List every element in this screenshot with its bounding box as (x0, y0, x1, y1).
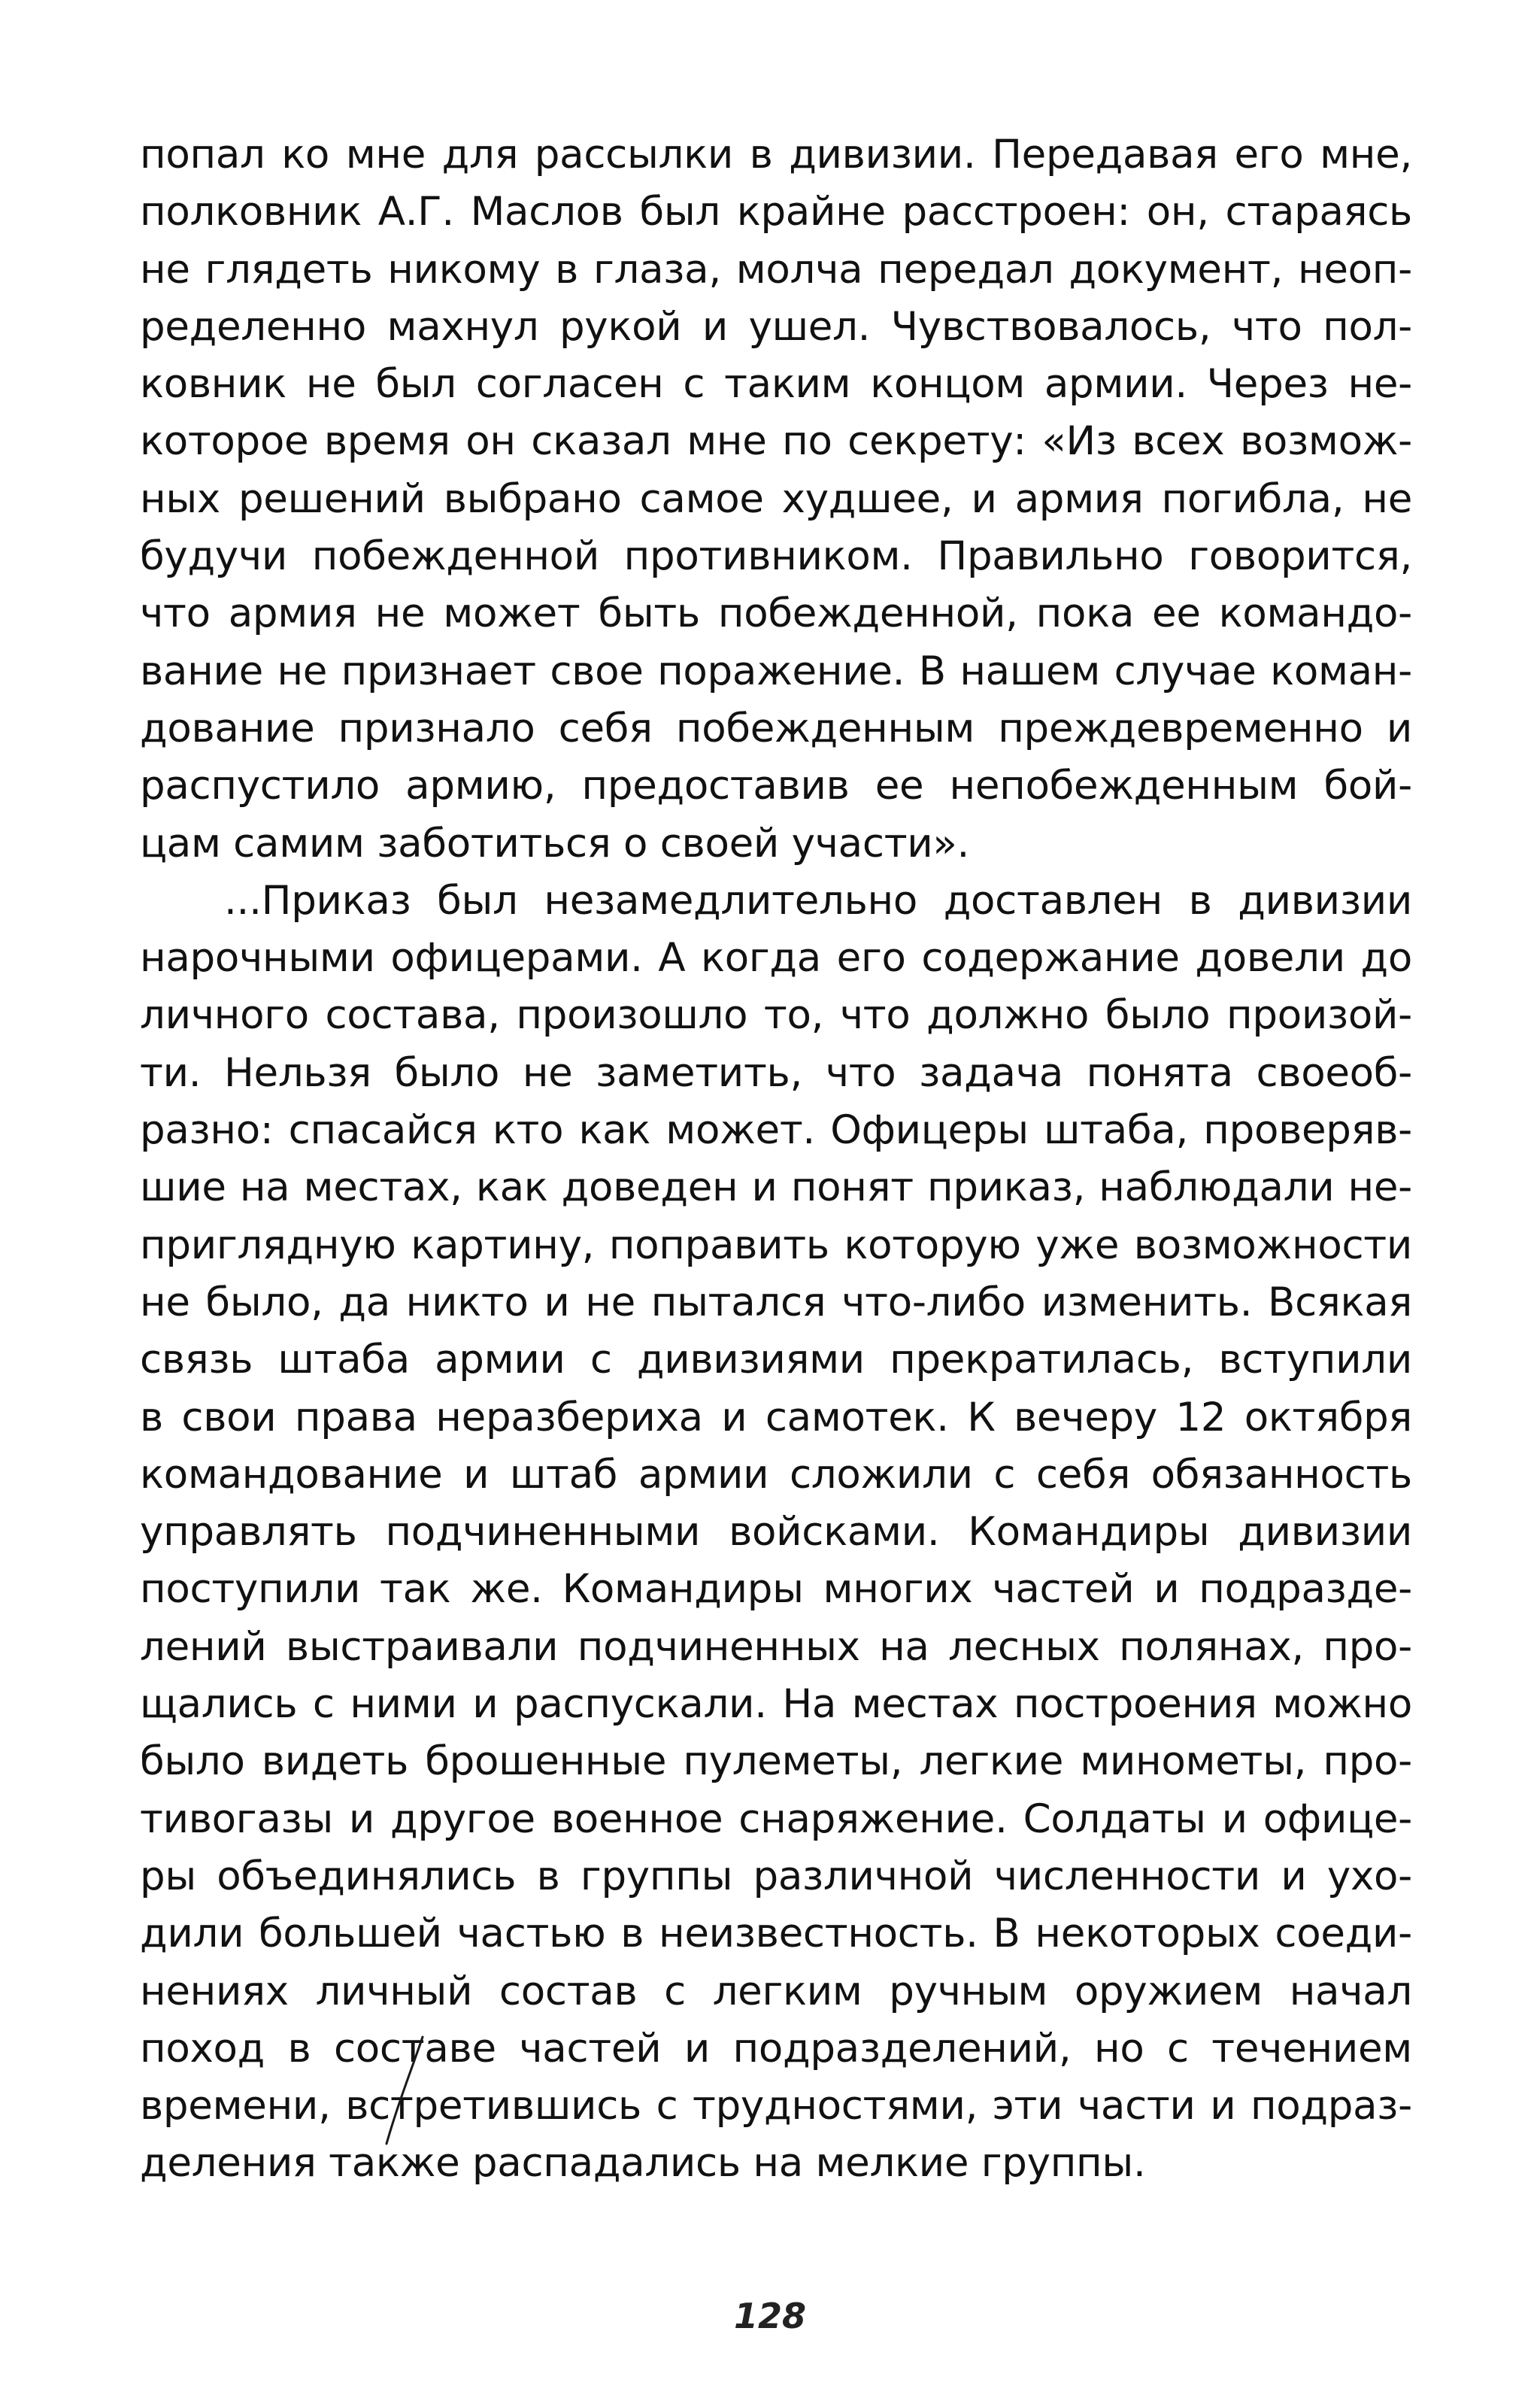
text-line: приглядную картину, поправить которую уже возможности (140, 1222, 1412, 1268)
text-line: лений выстраивали подчиненных на лесных полянах, про- (140, 1623, 1412, 1670)
body-text (140, 126, 1412, 2193)
text-line: ти. Нельзя было не заметить, что задача понята своеоб- (140, 1049, 1412, 1096)
text-line: командование и штаб армии сложили с себя обязанность (140, 1451, 1412, 1498)
text-line: дили большей частью в неизвестность. В некоторых соеди- (140, 1911, 1412, 1957)
text-line: личного состава, произошло то, что должно было произой- (140, 992, 1412, 1039)
text-line: дование признало себя побежденным преждевременно и (140, 705, 1412, 751)
text-line: управлять подчиненными войсками. Командиры дивизии (140, 1509, 1412, 1556)
text-line: связь штаба армии с дивизиями прекратилась, вступили (140, 1337, 1412, 1383)
text-line: тивогазы и другое военное снаряжение. Солдаты и офице- (140, 1795, 1412, 1842)
text-line: нарочными офицерами. А когда его содержание довели до (140, 935, 1412, 982)
text-line: будучи побежденной противником. Правильно говорится, (140, 533, 1412, 580)
text-line: распустило армию, предоставив ее непобежденным бой- (140, 763, 1412, 809)
text-line: которое время он сказал мне по секрету: «Из всех возмож- (140, 418, 1412, 465)
text-line: что армия не может быть побежденной, пока ее командо- (140, 590, 1412, 637)
text-line: поступили так же. Командиры многих частей и подразде- (140, 1566, 1412, 1613)
text-line: деления также распадались на мелкие группы. (140, 2140, 1146, 2187)
text-line: поход в составе частей и подразделений, но с течением (140, 2025, 1412, 2072)
text-line: в свои права неразбериха и самотек. К вечеру 12 октября (140, 1394, 1412, 1440)
text-line: щались с ними и распускали. На местах построения можно (140, 1681, 1412, 1728)
text-line: ковник не был согласен с таким концом армии. Через не- (140, 361, 1412, 408)
pen-mark (376, 2034, 436, 2147)
text-line: цам самим заботиться о своей участи». (140, 820, 970, 867)
text-line-indented: ...Приказ был незамедлительно доставлен в дивизии (224, 877, 1412, 924)
text-line: не было, да никто и не пытался что-либо изменить. Всякая (140, 1279, 1412, 1325)
text-line: нениях личный состав с легким ручным оружием начал (140, 1968, 1412, 2014)
text-line: ределенно махнул рукой и ушел. Чувствовалось, что пол- (140, 303, 1412, 350)
text-line: ных решений выбрано самое худшее, и армия погибла, не (140, 475, 1412, 522)
text-line: полковник А.Г. Маслов был крайне расстроен: он, стараясь (140, 189, 1412, 235)
text-line: шие на местах, как доведен и понят приказ, наблюдали не- (140, 1164, 1412, 1211)
text-line: времени, встретившись с трудностями, эти части и подраз- (140, 2083, 1412, 2129)
text-line: разно: спасайся кто как может. Офицеры штаба, проверяв- (140, 1107, 1412, 1154)
text-line: ры объединялись в группы различной численности и ухо- (140, 1853, 1412, 1899)
text-line: попал ко мне для рассылки в дивизии. Передавая его мне, (140, 132, 1412, 178)
text-line: вание не признает свое поражение. В нашем случае коман- (140, 648, 1412, 694)
text-line: не глядеть никому в глаза, молча передал документ, неоп- (140, 246, 1412, 293)
page-number: 128 (733, 2296, 807, 2336)
text-line: было видеть брошенные пулеметы, легкие минометы, про- (140, 1738, 1412, 1785)
